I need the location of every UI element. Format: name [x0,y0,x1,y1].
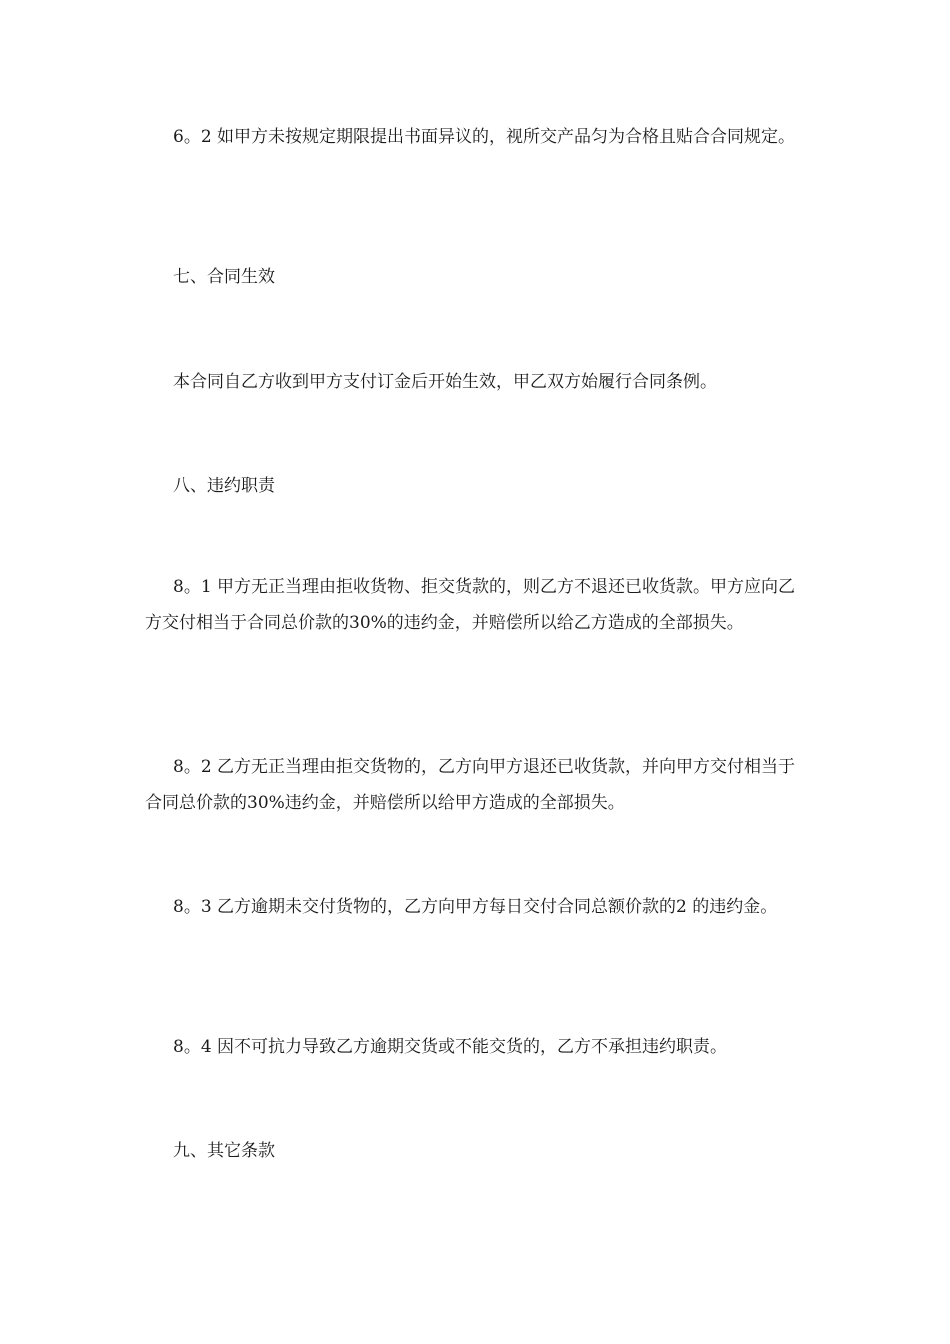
section-heading-7: 七、合同生效 [173,267,275,287]
section-7-body: 本合同自乙方收到甲方支付订金后开始生效，甲乙双方始履行合同条例。 [173,372,717,392]
clause-8-1: 8。1 甲方无正当理由拒收货物、拒交货款的，则乙方不退还已收货款。甲方应向乙方交付相当于合同总价款的30%的违约金，并赔偿所以给乙方造成的全部损失。 [145,577,796,633]
clause-8-3: 8。3 乙方逾期未交付货物的，乙方向甲方每日交付合同总额价款的2 的违约金。 [173,897,778,917]
clause-6-2: 6。2 如甲方未按规定期限提出书面异议的，视所交产品匀为合格且贴合合同规定。 [173,127,796,147]
clause-8-4: 8。4 因不可抗力导致乙方逾期交货或不能交货的，乙方不承担违约职责。 [173,1037,728,1057]
clause-8-2: 8。2 乙方无正当理由拒交货物的，乙方向甲方退还已收货款，并向甲方交付相当于合同总价款的30%违约金，并赔偿所以给甲方造成的全部损失。 [145,757,796,813]
section-heading-8: 八、违约职责 [173,476,275,496]
section-heading-9: 九、其它条款 [173,1141,275,1161]
